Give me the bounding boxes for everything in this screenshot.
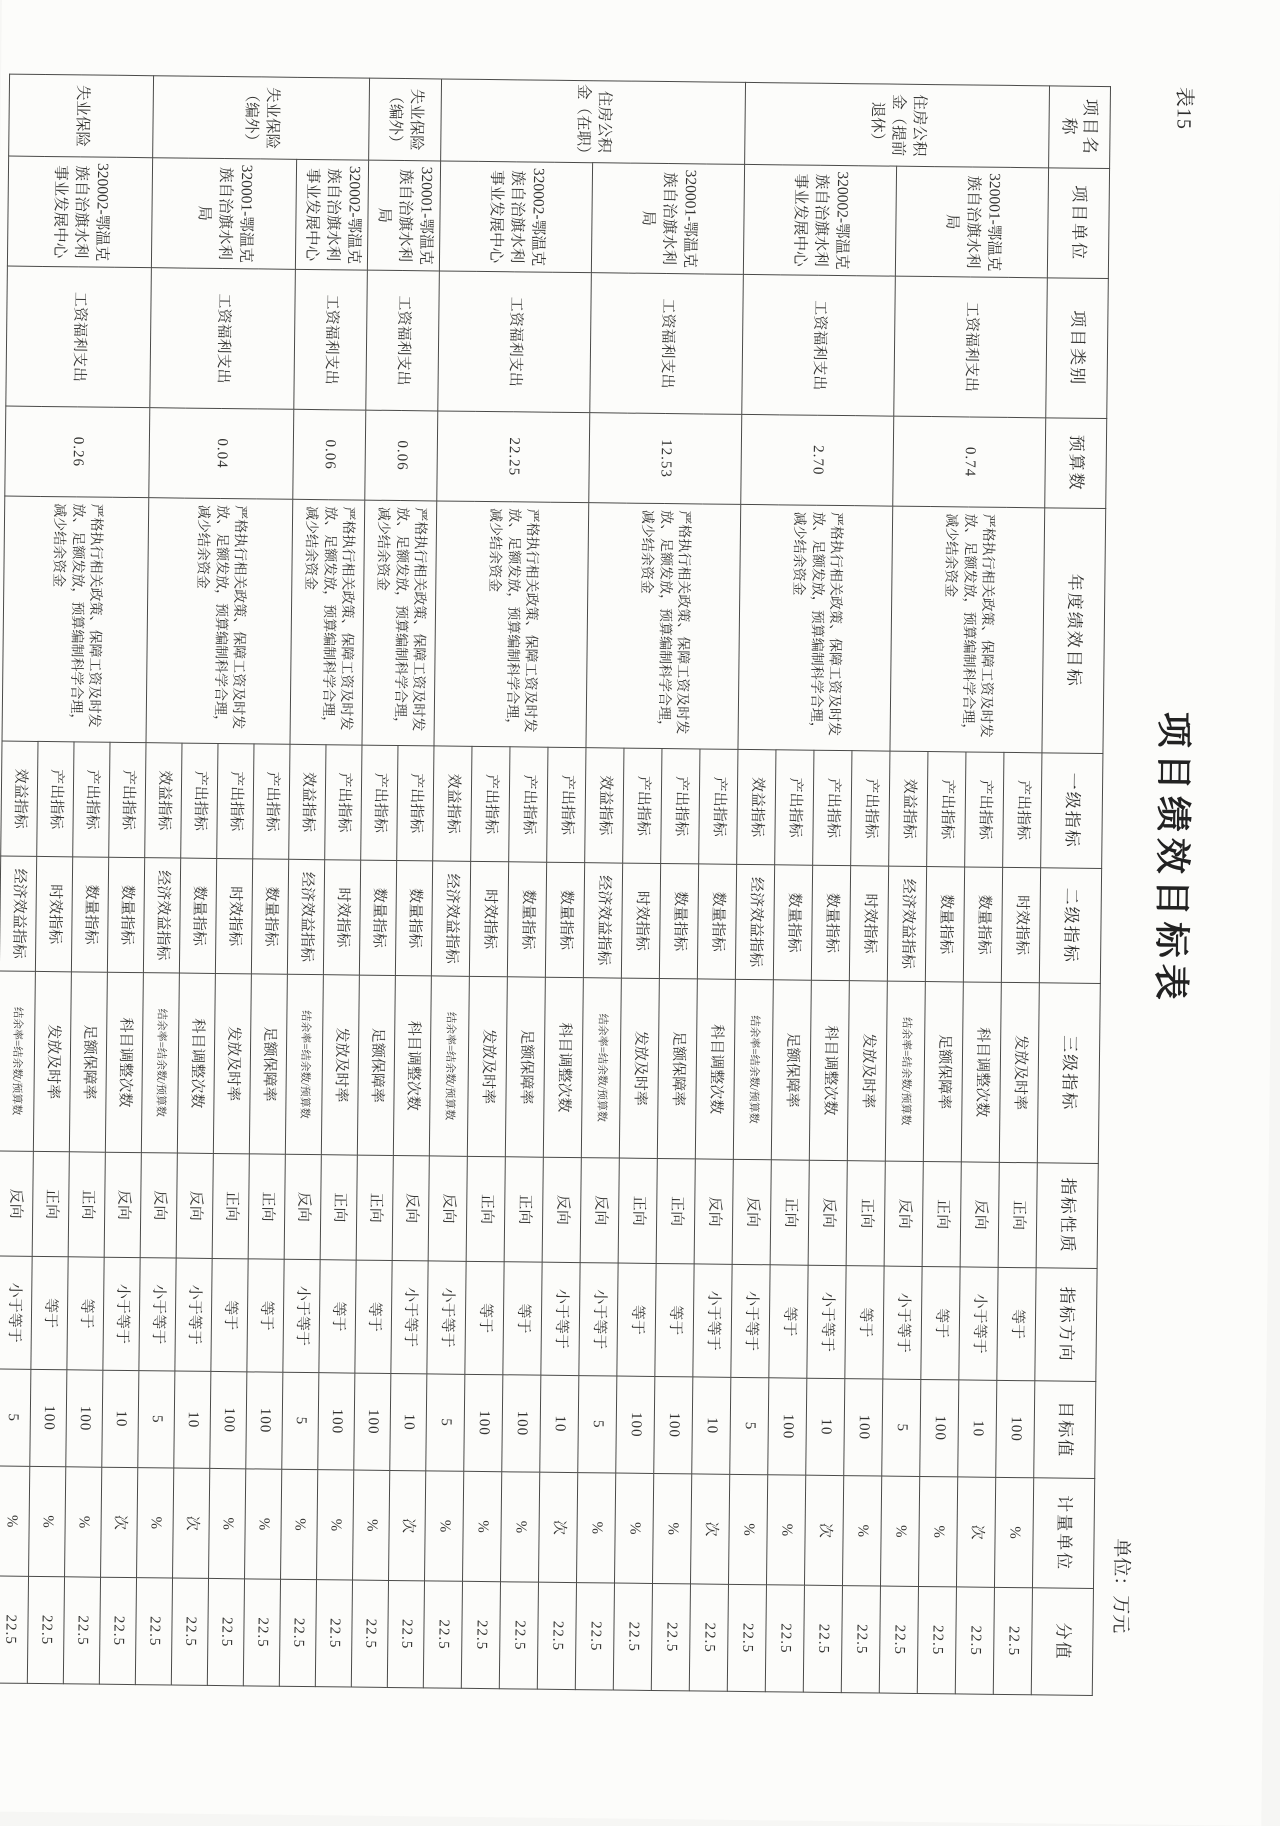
cell-target: 100 (996, 1380, 1035, 1477)
col-level3-indicator: 三级指标 (1037, 983, 1100, 1164)
cell-level1: 产出指标 (661, 749, 700, 864)
cell-measure: % (137, 1468, 174, 1578)
cell-nature: 反向 (392, 1155, 429, 1260)
cell-level3: 足额保障率 (69, 972, 107, 1152)
cell-budget: 0.06 (293, 409, 366, 500)
cell-level1: 产出指标 (397, 746, 434, 861)
cell-nature: 反向 (284, 1154, 321, 1259)
cell-nature: 正向 (656, 1158, 695, 1263)
cell-score: 22.5 (171, 1578, 208, 1685)
cell-target: 100 (844, 1379, 883, 1476)
cell-measure: % (245, 1469, 282, 1579)
cell-level2: 数量指标 (359, 860, 396, 975)
cell-level2: 经济效益指标 (287, 859, 324, 974)
cell-level1: 产出指标 (851, 751, 890, 866)
cell-project-category: 工资福利支出 (438, 271, 592, 413)
cell-direction: 小于等于 (731, 1264, 770, 1377)
cell-direction: 小于等于 (139, 1258, 176, 1371)
currency-unit-note: 单位：万元 (1109, 1538, 1132, 1634)
cell-budget: 0.26 (5, 406, 150, 498)
col-indicator-direction: 指标方向 (1035, 1268, 1097, 1382)
cell-level2: 时效指标 (35, 856, 72, 971)
cell-nature: 反向 (884, 1161, 923, 1266)
cell-target: 100 (920, 1379, 959, 1476)
cell-nature: 正向 (922, 1162, 961, 1267)
cell-nature: 正向 (248, 1154, 285, 1259)
cell-level1: 产出指标 (965, 752, 1004, 867)
cell-score: 22.5 (27, 1576, 64, 1683)
col-annual-goal: 年度绩效目标 (1042, 508, 1106, 754)
cell-nature: 正向 (356, 1155, 393, 1260)
cell-budget: 22.25 (437, 411, 590, 503)
cell-measure: 次 (173, 1468, 210, 1578)
cell-target: 10 (102, 1370, 139, 1467)
cell-nature: 正向 (68, 1152, 105, 1257)
cell-level1: 效益指标 (145, 743, 182, 858)
cell-level3: 结余率=结余数/预算数 (285, 974, 323, 1154)
cell-annual-goal: 严格执行相关政策、保障工资及时发放、足额发放，预算编制科学合理，减少结余资金 (2, 496, 149, 743)
cell-score: 22.5 (879, 1586, 918, 1693)
cell-annual-goal: 严格执行相关政策、保障工资及时发放、足额发放，预算编制科学合理，减少结余资金 (362, 500, 437, 746)
cell-nature: 正向 (618, 1158, 657, 1263)
cell-level1: 效益指标 (737, 749, 776, 864)
col-target-value: 目标值 (1034, 1381, 1096, 1479)
cell-target: 100 (464, 1374, 503, 1471)
cell-nature: 反向 (542, 1157, 581, 1262)
cell-score: 22.5 (499, 1582, 538, 1689)
cell-measure: % (918, 1476, 957, 1586)
cell-score: 22.5 (841, 1586, 880, 1693)
cell-level3: 足额保障率 (657, 978, 697, 1158)
cell-level2: 时效指标 (215, 858, 252, 973)
cell-measure: % (0, 1466, 30, 1576)
cell-level2: 时效指标 (323, 860, 360, 975)
cell-score: 22.5 (955, 1587, 994, 1694)
cell-target: 100 (318, 1373, 355, 1470)
cell-target: 100 (654, 1376, 693, 1473)
cell-measure: 次 (539, 1472, 578, 1582)
cell-measure: % (281, 1469, 318, 1579)
cell-score: 22.5 (537, 1582, 576, 1689)
cell-project-name: 住房公积金（提前退休） (745, 82, 1050, 167)
cell-direction: 等于 (31, 1256, 68, 1369)
cell-project-name: 住房公积金（在职） (441, 79, 746, 164)
cell-nature: 反向 (732, 1159, 771, 1264)
cell-level1: 产出指标 (37, 741, 74, 856)
cell-measure: % (209, 1468, 246, 1578)
cell-score: 22.5 (993, 1587, 1032, 1694)
cell-level3: 发放及时率 (33, 971, 71, 1151)
cell-target: 100 (246, 1372, 283, 1469)
cell-level1: 效益指标 (433, 746, 472, 861)
cell-level3: 足额保障率 (505, 977, 545, 1157)
cell-level2: 数量指标 (697, 864, 736, 979)
cell-score: 22.5 (0, 1576, 29, 1683)
cell-project-name: 失业保险（编外） (153, 76, 370, 160)
cell-direction: 小于等于 (103, 1257, 140, 1370)
cell-annual-goal: 严格执行相关政策、保障工资及时发放、足额发放，预算编制科学合理，减少结余资金 (890, 506, 1045, 753)
cell-project-category: 工资福利支出 (294, 269, 368, 410)
cell-direction: 小于等于 (0, 1256, 32, 1369)
cell-measure: % (501, 1472, 540, 1582)
col-level2-indicator: 二级指标 (1039, 868, 1101, 984)
cell-measure: % (353, 1470, 390, 1580)
cell-project-unit: 320001-鄂温克族自治旗水利局 (591, 163, 744, 275)
col-score: 分值 (1031, 1588, 1093, 1696)
cell-annual-goal: 严格执行相关政策、保障工资及时发放、足额发放，预算编制科学合理，减少结余资金 (738, 504, 893, 751)
cell-target: 100 (502, 1375, 541, 1472)
cell-measure: % (317, 1470, 354, 1580)
cell-nature: 反向 (0, 1151, 33, 1256)
cell-direction: 等于 (355, 1260, 392, 1373)
cell-measure: 次 (804, 1475, 843, 1585)
cell-nature: 正向 (466, 1156, 505, 1261)
cell-direction: 小于等于 (391, 1260, 428, 1373)
cell-level3: 科目调整次数 (177, 973, 215, 1153)
cell-budget: 0.74 (893, 416, 1046, 508)
cell-direction: 等于 (319, 1260, 356, 1373)
cell-annual-goal: 严格执行相关政策、保障工资及时发放、足额发放，预算编制科学合理，减少结余资金 (146, 498, 293, 745)
cell-target: 5 (730, 1377, 769, 1474)
cell-project-unit: 320002-鄂温克族自治旗水利事业发展中心 (7, 156, 152, 268)
cell-measure: % (652, 1473, 691, 1583)
cell-direction: 等于 (769, 1265, 808, 1378)
cell-project-unit: 320002-鄂温克族自治旗水利事业发展中心 (295, 159, 368, 270)
cell-level2: 数量指标 (545, 862, 584, 977)
cell-level3: 结余率=结余数/预算数 (0, 971, 35, 1151)
cell-project-name: 失业保险（编外） (369, 78, 442, 161)
cell-measure: % (880, 1476, 919, 1586)
cell-measure: % (994, 1477, 1033, 1587)
cell-nature: 正向 (32, 1151, 69, 1256)
cell-project-unit: 320001-鄂温克族自治旗水利局 (367, 160, 440, 271)
sheet-number-label: 表15 (1172, 86, 1196, 131)
cell-level3: 足额保障率 (771, 980, 811, 1160)
cell-annual-goal: 严格执行相关政策、保障工资及时发放、足额发放，预算编制科学合理，减少结余资金 (290, 499, 365, 745)
cell-level2: 数量指标 (71, 857, 108, 972)
cell-score: 22.5 (651, 1583, 690, 1690)
cell-level3: 结余率=结余数/预算数 (885, 981, 925, 1161)
cell-budget: 0.04 (149, 408, 294, 500)
cell-level2: 数量指标 (107, 857, 144, 972)
cell-measure: 次 (101, 1467, 138, 1577)
cell-score: 22.5 (803, 1585, 842, 1692)
cell-level3: 科目调整次数 (393, 976, 431, 1156)
cell-nature: 反向 (580, 1158, 619, 1263)
cell-annual-goal: 严格执行相关政策、保障工资及时发放、足额发放，预算编制科学合理，减少结余资金 (434, 501, 589, 748)
cell-project-category: 工资福利支出 (894, 276, 1048, 418)
cell-nature: 反向 (176, 1153, 213, 1258)
cell-direction: 小于等于 (283, 1259, 320, 1372)
page-title: 项目绩效目标表 (1150, 711, 1194, 1007)
cell-nature: 反向 (428, 1156, 467, 1261)
cell-level2: 数量指标 (811, 865, 850, 980)
cell-level1: 产出指标 (217, 743, 254, 858)
cell-annual-goal: 严格执行相关政策、保障工资及时发放、足额发放，预算编制科学合理，减少结余资金 (586, 503, 741, 750)
cell-level3: 结余率=结余数/预算数 (733, 979, 773, 1159)
cell-direction: 等于 (921, 1266, 960, 1379)
cell-measure: % (766, 1475, 805, 1585)
cell-level2: 数量指标 (395, 861, 432, 976)
cell-score: 22.5 (613, 1583, 652, 1690)
cell-measure: % (425, 1471, 464, 1581)
cell-measure: % (29, 1466, 66, 1576)
cell-level2: 经济效益指标 (143, 858, 180, 973)
cell-level1: 效益指标 (1, 741, 38, 856)
cell-level2: 数量指标 (507, 862, 546, 977)
cell-project-category: 工资福利支出 (590, 273, 744, 415)
col-project-category: 项目类别 (1046, 278, 1109, 419)
cell-nature: 正向 (320, 1155, 357, 1260)
cell-target: 100 (66, 1370, 103, 1467)
col-measure-unit: 计量单位 (1032, 1478, 1094, 1589)
cell-score: 22.5 (63, 1577, 100, 1684)
cell-level2: 经济效益指标 (735, 864, 774, 979)
cell-target: 10 (958, 1380, 997, 1477)
cell-score: 22.5 (135, 1578, 172, 1685)
cell-level1: 产出指标 (623, 748, 662, 863)
cell-direction: 小于等于 (427, 1261, 466, 1374)
cell-direction: 小于等于 (579, 1263, 618, 1376)
cell-measure: % (614, 1473, 653, 1583)
cell-level1: 产出指标 (775, 750, 814, 865)
cell-level1: 效益指标 (585, 748, 624, 863)
cell-nature: 正向 (770, 1160, 809, 1265)
cell-level1: 产出指标 (181, 743, 218, 858)
cell-budget: 2.70 (741, 414, 894, 506)
cell-target: 100 (768, 1378, 807, 1475)
cell-level2: 经济效益指标 (431, 861, 470, 976)
cell-level1: 产出指标 (325, 745, 362, 860)
cell-level3: 足额保障率 (923, 982, 963, 1162)
cell-level1: 产出指标 (813, 750, 852, 865)
cell-nature: 反向 (104, 1152, 141, 1257)
cell-budget: 0.06 (365, 410, 438, 501)
cell-target: 10 (692, 1377, 731, 1474)
cell-direction: 小于等于 (693, 1264, 732, 1377)
cell-direction: 等于 (503, 1262, 542, 1375)
col-budget: 预算数 (1045, 418, 1107, 509)
cell-target: 5 (138, 1371, 175, 1468)
cell-score: 22.5 (387, 1580, 424, 1687)
cell-score: 22.5 (243, 1579, 280, 1686)
cell-level2: 数量指标 (659, 864, 698, 979)
cell-measure: % (577, 1473, 616, 1583)
cell-level3: 科目调整次数 (105, 972, 143, 1152)
cell-level2: 时效指标 (1001, 867, 1040, 982)
cell-target: 10 (174, 1371, 211, 1468)
cell-level1: 产出指标 (1003, 752, 1042, 867)
cell-level1: 产出指标 (509, 747, 548, 862)
cell-level2: 时效指标 (469, 861, 508, 976)
cell-nature: 反向 (694, 1159, 733, 1264)
cell-level3: 科目调整次数 (809, 980, 849, 1160)
cell-target: 100 (616, 1376, 655, 1473)
cell-level3: 科目调整次数 (543, 977, 583, 1157)
cell-project-category: 工资福利支出 (150, 268, 296, 410)
cell-project-category: 工资福利支出 (6, 266, 152, 408)
cell-level1: 产出指标 (547, 747, 586, 862)
cell-nature: 反向 (960, 1162, 999, 1267)
cell-project-unit: 320002-鄂温克族自治旗水利事业发展中心 (439, 161, 592, 273)
cell-score: 22.5 (917, 1586, 956, 1693)
cell-target: 5 (882, 1379, 921, 1476)
col-level1-indicator: 一级指标 (1041, 753, 1103, 869)
cell-score: 22.5 (689, 1584, 728, 1691)
cell-level1: 产出指标 (109, 742, 146, 857)
cell-target: 100 (354, 1373, 391, 1470)
cell-level1: 产出指标 (927, 752, 966, 867)
cell-direction: 等于 (997, 1267, 1036, 1380)
cell-direction: 等于 (845, 1266, 884, 1379)
cell-score: 22.5 (207, 1578, 244, 1685)
cell-nature: 正向 (212, 1153, 249, 1258)
cell-level1: 产出指标 (471, 746, 510, 861)
col-project-name: 项目名称 (1049, 86, 1111, 169)
cell-measure: % (65, 1467, 102, 1577)
cell-level3: 发放及时率 (999, 982, 1039, 1162)
cell-level1: 产出指标 (699, 749, 738, 864)
cell-level3: 发放及时率 (213, 973, 251, 1153)
performance-table (0, 74, 1111, 1696)
cell-level2: 经济效益指标 (583, 863, 622, 978)
cell-level1: 产出指标 (253, 744, 290, 859)
cell-level2: 时效指标 (621, 863, 660, 978)
cell-nature: 正向 (846, 1161, 885, 1266)
cell-target: 10 (540, 1375, 579, 1472)
cell-level2: 经济效益指标 (887, 866, 926, 981)
cell-target: 100 (30, 1369, 67, 1466)
cell-level1: 产出指标 (73, 742, 110, 857)
col-indicator-nature: 指标性质 (1036, 1163, 1098, 1269)
cell-direction: 等于 (67, 1257, 104, 1370)
cell-level1: 产出指标 (361, 745, 398, 860)
cell-project-unit: 320002-鄂温克族自治旗水利事业发展中心 (743, 164, 896, 276)
cell-score: 22.5 (423, 1581, 462, 1688)
cell-measure: 次 (389, 1470, 426, 1580)
cell-nature: 正向 (504, 1157, 543, 1262)
cell-level3: 科目调整次数 (695, 979, 735, 1159)
cell-score: 22.5 (461, 1581, 500, 1688)
cell-budget: 12.53 (589, 413, 742, 505)
cell-level2: 数量指标 (925, 867, 964, 982)
cell-project-category: 工资福利支出 (742, 274, 896, 416)
cell-level2: 经济效益指标 (0, 856, 37, 971)
cell-target: 5 (426, 1374, 465, 1471)
cell-direction: 小于等于 (807, 1265, 846, 1378)
cell-level3: 足额保障率 (357, 975, 395, 1155)
cell-project-category: 工资福利支出 (366, 270, 440, 411)
cell-measure: % (842, 1476, 881, 1586)
cell-level3: 结余率=结余数/预算数 (429, 976, 469, 1156)
cell-level3: 结余率=结余数/预算数 (581, 978, 621, 1158)
cell-level3: 足额保障率 (249, 974, 287, 1154)
cell-score: 22.5 (351, 1580, 388, 1687)
cell-direction: 小于等于 (175, 1258, 212, 1371)
cell-nature: 反向 (140, 1153, 177, 1258)
cell-project-unit: 320001-鄂温克族自治旗水利局 (151, 158, 296, 270)
cell-score: 22.5 (279, 1579, 316, 1686)
cell-nature: 正向 (998, 1162, 1037, 1267)
cell-target: 5 (282, 1372, 319, 1469)
cell-target: 10 (806, 1378, 845, 1475)
cell-measure: 次 (956, 1477, 995, 1587)
cell-direction: 小于等于 (883, 1266, 922, 1379)
cell-direction: 等于 (655, 1263, 694, 1376)
cell-direction: 等于 (247, 1259, 284, 1372)
cell-project-name: 失业保险 (9, 74, 154, 158)
cell-level2: 数量指标 (179, 858, 216, 973)
cell-score: 22.5 (99, 1577, 136, 1684)
cell-level2: 时效指标 (849, 866, 888, 981)
cell-level3: 发放及时率 (321, 975, 359, 1155)
cell-measure: % (728, 1474, 767, 1584)
cell-level2: 数量指标 (251, 859, 288, 974)
cell-target: 5 (578, 1376, 617, 1473)
cell-measure: 次 (690, 1474, 729, 1584)
cell-level2: 数量指标 (773, 865, 812, 980)
cell-level3: 科目调整次数 (961, 982, 1001, 1162)
cell-score: 22.5 (315, 1580, 352, 1687)
cell-level2: 数量指标 (963, 867, 1002, 982)
cell-level1: 效益指标 (289, 744, 326, 859)
cell-level3: 发放及时率 (467, 976, 507, 1156)
cell-direction: 等于 (617, 1263, 656, 1376)
cell-level3: 结余率=结余数/预算数 (141, 973, 179, 1153)
cell-score: 22.5 (575, 1583, 614, 1690)
cell-score: 22.5 (727, 1584, 766, 1691)
cell-direction: 小于等于 (959, 1267, 998, 1380)
cell-measure: % (463, 1471, 502, 1581)
cell-project-unit: 320001-鄂温克族自治旗水利局 (895, 166, 1048, 278)
cell-level3: 发放及时率 (847, 981, 887, 1161)
cell-level1: 效益指标 (889, 751, 928, 866)
col-project-unit: 项目单位 (1047, 168, 1109, 279)
cell-target: 10 (390, 1373, 427, 1470)
cell-score: 22.5 (765, 1585, 804, 1692)
cell-level3: 发放及时率 (619, 978, 659, 1158)
cell-target: 100 (210, 1371, 247, 1468)
cell-target: 5 (0, 1369, 31, 1466)
cell-direction: 等于 (211, 1258, 248, 1371)
cell-direction: 等于 (465, 1261, 504, 1374)
cell-direction: 小于等于 (541, 1262, 580, 1375)
cell-nature: 反向 (808, 1160, 847, 1265)
